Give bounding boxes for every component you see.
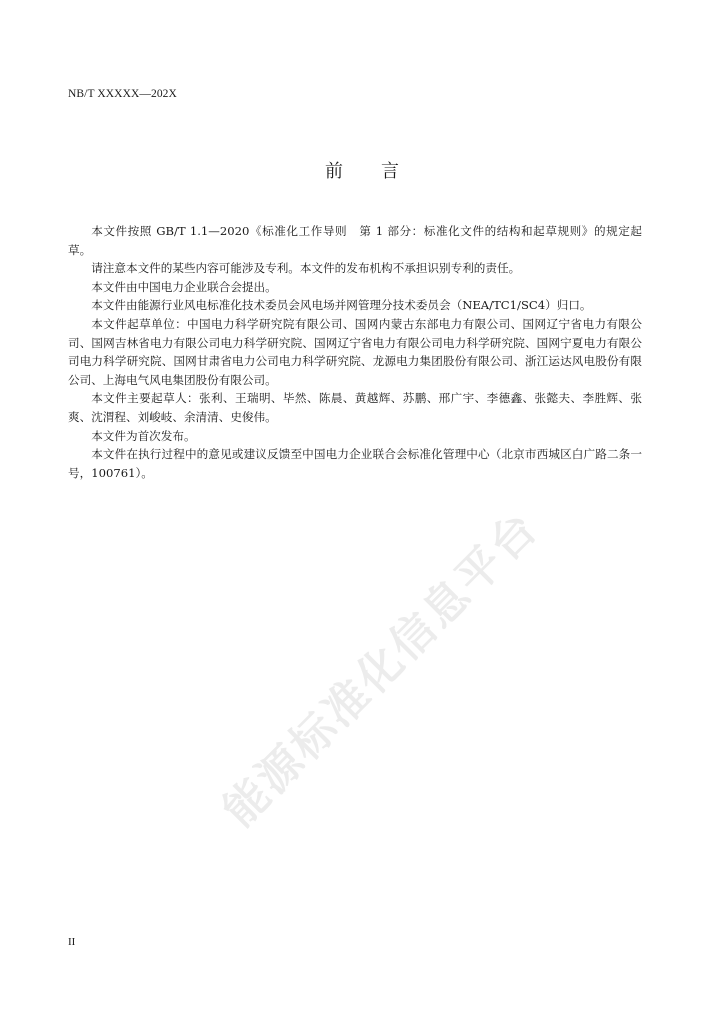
paragraph-patent-notice: 请注意本文件的某些内容可能涉及专利。本文件的发布机构不承担识别专利的责任。	[91, 261, 521, 276]
paragraph-proposer: 本文件由中国电力企业联合会提出。	[91, 279, 277, 294]
paragraph-committee: 本文件由能源行业风电标准化技术委员会风电场并网管理分技术委员会（NEA/TC1/SC4）归口。	[91, 298, 592, 313]
paragraph-drafting-rules: 本文件按照 GB/T 1.1—2020《标准化工作导则 第 1 部分：标准化文件的结构和起草规则》的规定起草。	[68, 224, 642, 257]
watermark: 能源标准化信息平台	[213, 501, 549, 837]
foreword-body	[68, 222, 642, 482]
page-number: II	[68, 936, 76, 948]
standard-code: NB/T XXXXX—202X	[68, 88, 177, 100]
paragraph-drafting-units: 本文件起草单位：中国电力科学研究院有限公司、国网内蒙古东部电力有限公司、国网辽宁省电力有限公司、国网吉林省电力有限公司电力科学研究院、国网辽宁省电力有限公司电力科学研究院、国网宁夏电力有限公司电力科学研究院、国网甘肃省电力公司电力科学研究院、龙源电力集团股份有限公司、浙江运达风电股份有限公司、上海电气风电集团股份有限公司。	[68, 316, 642, 387]
page-title: 前言	[325, 161, 437, 182]
paragraph-first-release: 本文件为首次发布。	[91, 428, 196, 443]
paragraph-feedback: 本文件在执行过程中的意见或建议反馈至中国电力企业联合会标准化管理中心（北京市西城区白广路二条一号，100761）。	[68, 447, 642, 480]
paragraph-drafters: 本文件主要起草人：张利、王瑞明、毕然、陈晨、黄越辉、苏鹏、邢广宇、李德鑫、张懿夫、李胜辉、张爽、沈渭程、刘峻岐、余清清、史俊伟。	[68, 391, 642, 424]
